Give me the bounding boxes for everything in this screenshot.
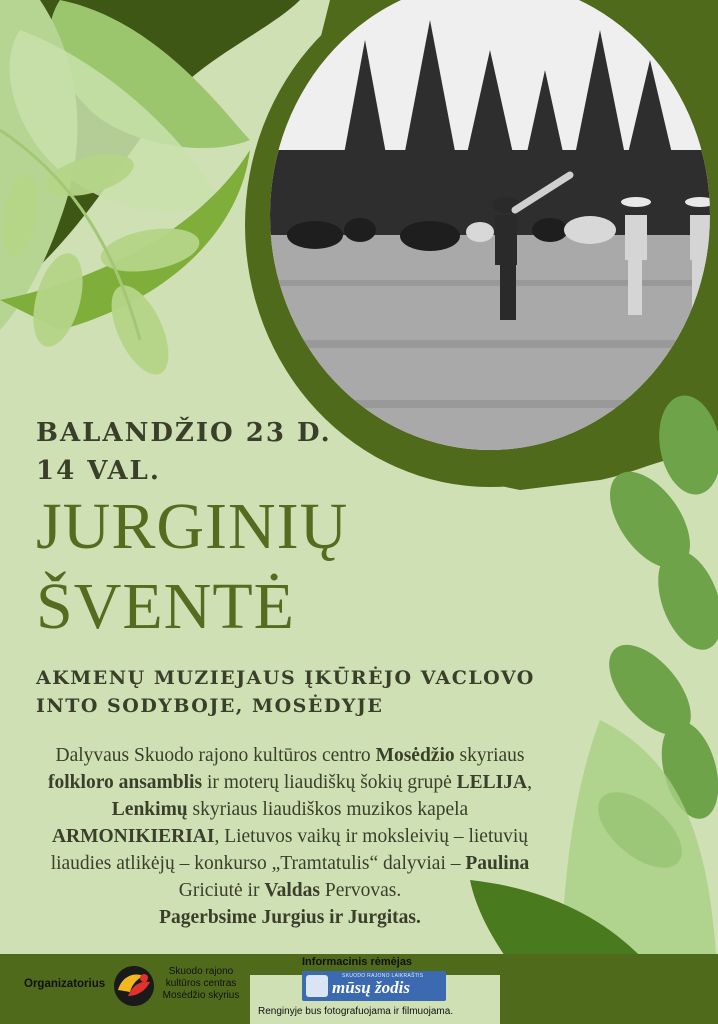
event-date: BALANDŽIO 23 D. bbox=[36, 418, 332, 448]
photo-notice: Renginyje bus fotografuojama ir filmuojama. bbox=[258, 1006, 454, 1017]
description-highlight: Mosėdžio bbox=[375, 745, 455, 766]
description-text: skyriaus liaudiškos muzikos kapela bbox=[187, 799, 469, 820]
description-highlight: folkloro ansamblis bbox=[48, 772, 203, 793]
description-text: , bbox=[527, 772, 532, 793]
event-time: 14 VAL. bbox=[36, 456, 161, 486]
description-closing: Pagerbsime Jurgius ir Jurgitas. bbox=[159, 907, 421, 928]
description-highlight: LELIJA bbox=[456, 772, 528, 793]
description-text: , Lietuvos vaikų ir moksleivių – lietuvių liaudies atlikėjų – konkurso „Tramtatulis“ dalyviai – bbox=[50, 826, 529, 874]
event-location bbox=[36, 664, 636, 720]
description-text: Dalyvaus Skuodo rajono kultūros centro bbox=[55, 745, 376, 766]
description-text: skyriaus bbox=[454, 745, 525, 766]
description-highlight: Lenkimų bbox=[111, 799, 188, 820]
media-sponsor-logo bbox=[302, 971, 446, 1001]
description-text: Griciutė ir bbox=[178, 880, 265, 901]
organizer-logo bbox=[114, 966, 154, 1006]
media-logo-text: mūsų žodis bbox=[332, 978, 410, 997]
organizer-name bbox=[156, 966, 246, 1002]
media-seal-icon bbox=[306, 975, 328, 997]
event-location-line-1: AKMENŲ MUZIEJAUS ĮKŪRĖJO VACLOVO bbox=[36, 667, 535, 689]
event-description bbox=[30, 742, 550, 931]
footer bbox=[0, 954, 718, 1024]
event-title-line-1: JURGINIŲ bbox=[36, 490, 349, 563]
organizer-name-line-2: kultūros centras bbox=[165, 978, 237, 989]
media-logo-subtext: SKUODO RAJONO LAIKRAŠTIS bbox=[342, 973, 424, 979]
description-text: Pervovas. bbox=[319, 880, 402, 901]
description-highlight: ARMONIKIERIAI bbox=[51, 826, 215, 847]
event-photo bbox=[270, 0, 710, 450]
event-title-line-2: ŠVENTĖ bbox=[36, 570, 295, 643]
description-highlight: Valdas bbox=[264, 880, 320, 901]
event-location-line-2: INTO SODYBOJE, MOSĖDYJE bbox=[36, 695, 384, 717]
description-body bbox=[48, 745, 532, 901]
description-text: ir moterų liaudiškų šokių grupė bbox=[202, 772, 457, 793]
description-highlight: Paulina bbox=[465, 853, 530, 874]
organizer-name-line-3: Mosėdžio skyrius bbox=[162, 990, 240, 1001]
info-support-label: Informacinis rėmėjas bbox=[302, 956, 413, 968]
organizer-label: Organizatorius bbox=[24, 978, 106, 990]
organizer-name-line-1: Skuodo rajono bbox=[168, 966, 234, 977]
